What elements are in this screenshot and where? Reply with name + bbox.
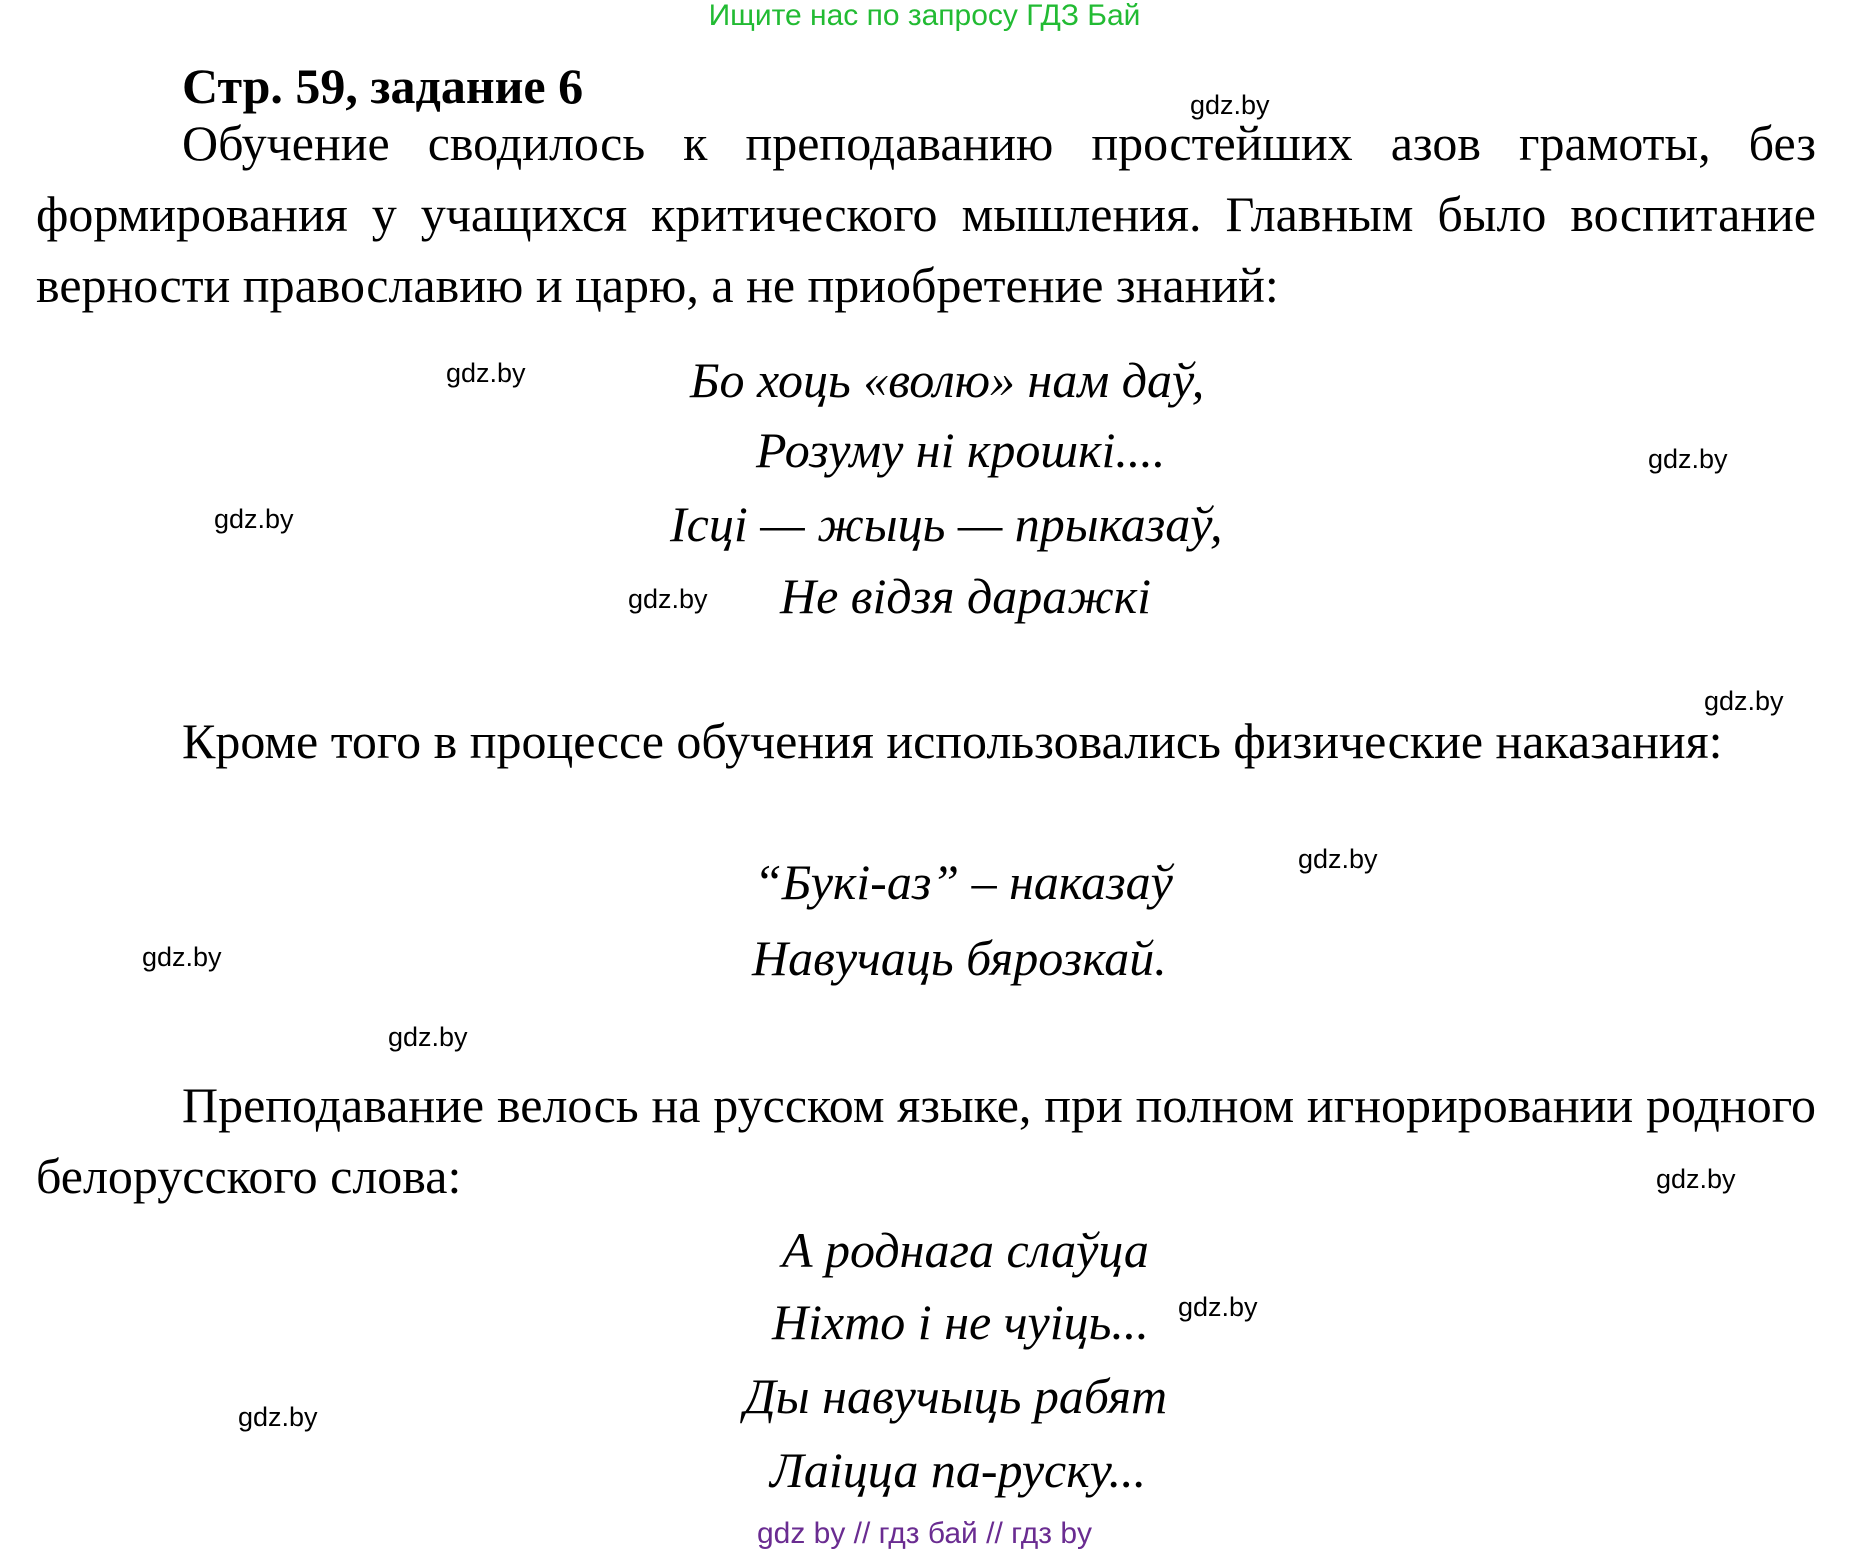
verse-3-line-4: Лаіцца па-руску... xyxy=(770,1442,1147,1498)
watermark: gdz.by xyxy=(238,1402,318,1432)
footer-links: gdz by // гдз бай // гдз by xyxy=(756,1517,1093,1550)
paragraph-2 xyxy=(36,706,1816,777)
verse-3-line-1: А роднага слаўца xyxy=(782,1222,1149,1278)
verse-1-line-4: Не відзя даражкі xyxy=(780,568,1152,624)
paragraph-3-text: Преподавание велось на русском языке, при полном игнорировании родного белорусского слова: xyxy=(36,1077,1816,1204)
watermark: gdz.by xyxy=(1704,686,1784,716)
paragraph-1-text: Обучение сводилось к преподаванию простейших азов грамоты, без формирования у учащихся критического мышления. Главным было воспитание верности православию и царю, а не приобретение знаний: xyxy=(36,115,1816,313)
watermark: gdz.by xyxy=(1178,1292,1258,1322)
paragraph-3 xyxy=(36,1070,1816,1212)
page-title: Стр. 59, задание 6 xyxy=(182,58,584,114)
watermark: gdz.by xyxy=(1656,1164,1736,1194)
watermark: gdz.by xyxy=(142,942,222,972)
verse-1-line-2: Розуму ні крошкі.... xyxy=(756,422,1166,478)
watermark: gdz.by xyxy=(388,1022,468,1052)
watermark: gdz.by xyxy=(446,358,526,388)
watermark: gdz.by xyxy=(1298,844,1378,874)
paragraph-1 xyxy=(36,108,1816,321)
paragraph-2-text: Кроме того в процессе обучения использовались физические наказания: xyxy=(182,713,1723,769)
watermark: gdz.by xyxy=(1190,90,1270,120)
verse-3-line-2: Ніхто і не чуіць... xyxy=(772,1294,1149,1350)
verse-2-line-2: Навучаць бярозкай. xyxy=(752,930,1167,986)
verse-1-line-3: Ісці — жыць — прыказаў, xyxy=(670,496,1223,552)
watermark: gdz.by xyxy=(628,584,708,614)
verse-3-line-3: Ды навучыць рабят xyxy=(744,1368,1168,1424)
verse-2-line-1: “Букі-аз” – наказаў xyxy=(754,854,1173,910)
watermark: gdz.by xyxy=(214,504,294,534)
watermark: gdz.by xyxy=(1648,444,1728,474)
top-banner: Ищите нас по запросу ГДЗ Бай xyxy=(708,0,1141,32)
verse-1-line-1: Бо хоць «волю» нам даў, xyxy=(690,352,1205,408)
